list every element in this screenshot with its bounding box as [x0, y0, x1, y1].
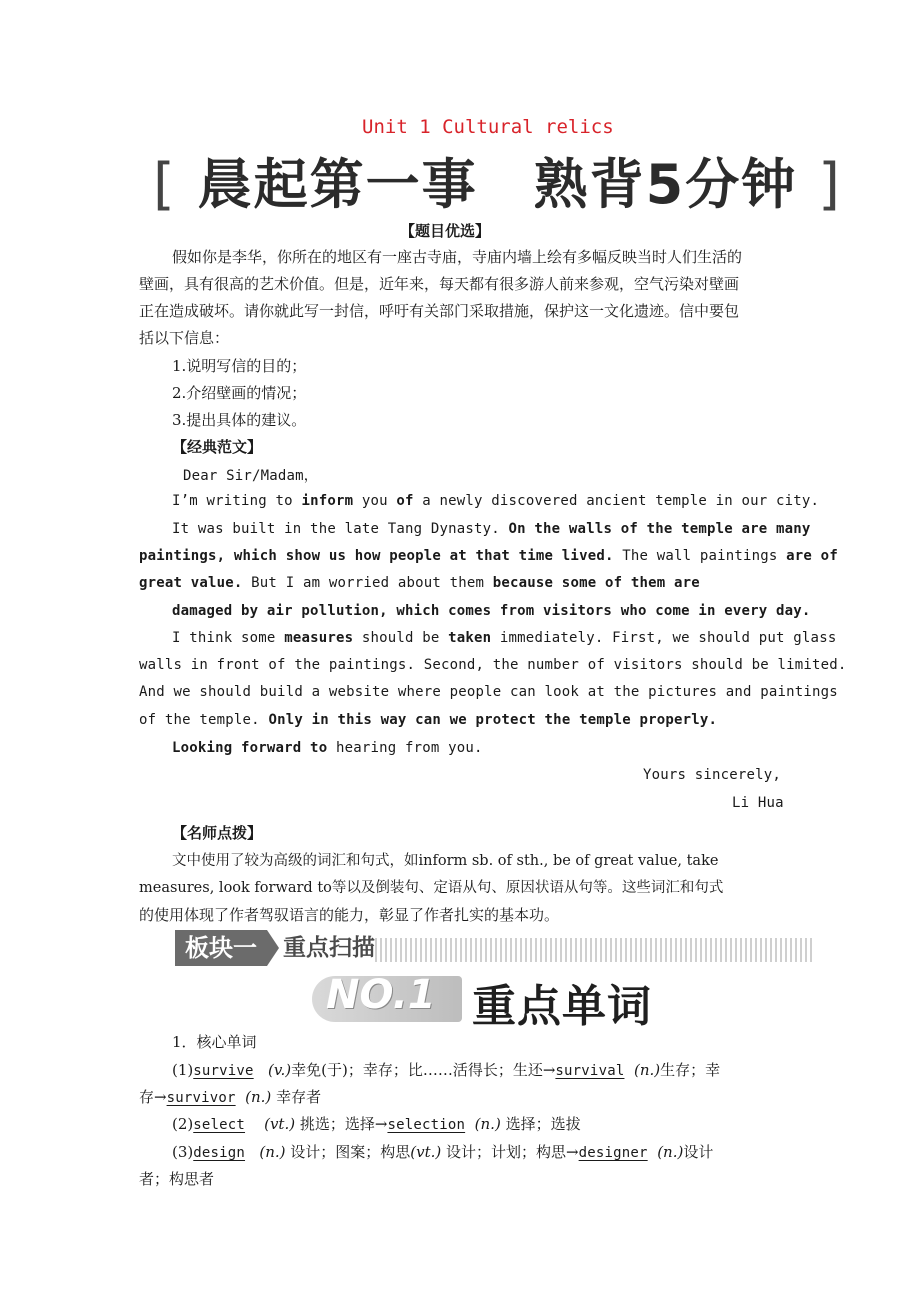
vocab-heading: 1．核心单词 [172, 1033, 257, 1051]
letter-line: I’m writing to inform you of a newly discovered ancient temple in our city. [172, 493, 820, 509]
letter-line: And we should build a website where people can look at the pictures and paintings [139, 684, 838, 700]
topic-heading: 【题目优选】 [400, 222, 491, 240]
no1-label: NO.1 [326, 972, 436, 1018]
letter-closing: Yours sincerely, [643, 767, 782, 783]
topic-item: 3.提出具体的建议。 [172, 411, 307, 429]
section-label-light: 重点扫描 [283, 935, 375, 961]
no1-title: 重点单词 [472, 981, 652, 1032]
topic-line: 括以下信息： [139, 329, 230, 347]
letter-line: great value. But I am worried about them because some of them are [139, 575, 700, 591]
tips-line: 的使用体现了作者驾驭语言的能力，彰显了作者扎实的基本功。 [139, 906, 560, 924]
letter-greeting: Dear Sir/Madam， [183, 468, 319, 484]
letter-line: Looking forward to hearing from you. [172, 740, 483, 756]
letter-line: of the temple. Only in this way can we protect the temple properly. [139, 712, 718, 728]
vocab-item-cont: 存→survivor (n.) 幸存者 [139, 1088, 322, 1106]
topic-item: 2.介绍壁画的情况； [172, 384, 307, 402]
vocab-item: (1)survive (v.)幸免(于)；幸存；比……活得长；生还→survival (n.)生存；幸 [172, 1061, 721, 1079]
vocab-item-cont: 者；构思者 [139, 1170, 215, 1188]
section-arrow-icon [267, 930, 279, 966]
letter-line: damaged by air pollution, which comes from visitors who come in every day. [172, 603, 811, 619]
topic-line: 假如你是李华，你所在的地区有一座古寺庙，寺庙内墙上绘有多幅反映当时人们生活的 [172, 248, 743, 266]
letter-line: walls in front of the paintings. Second, the number of visitors should be limited. [139, 657, 847, 673]
section-label-dark: 板块一 [175, 930, 267, 966]
topic-line: 正在造成破坏。请你就此写一封信，呼吁有关部门采取措施，保护这一文化遗迹。信中要包 [139, 302, 740, 320]
letter-line: I think some measures should be taken immediately. First, we should put glass [172, 630, 837, 646]
letter-line: It was built in the late Tang Dynasty. On the walls of the temple are many [172, 521, 811, 537]
sample-heading: 【经典范文】 [172, 438, 263, 456]
vocab-item: (3)design (n.) 设计；图案；构思(vt.) 设计；计划；构思→designer (n.)设计 [172, 1143, 714, 1161]
letter-signature: Li Hua [732, 795, 784, 811]
morning-recitation-banner: [ 晨起第一事 熟背5分钟 ] [153, 152, 842, 217]
topic-line: 壁画，具有很高的艺术价值。但是，近年来，每天都有很多游人前来参观，空气污染对壁画 [139, 275, 740, 293]
banner-text: 晨起第一事 熟背5分钟 [197, 153, 798, 216]
section-stripes [375, 938, 815, 962]
section-banner [175, 928, 815, 968]
tips-line: measures, look forward to等以及倒装句、定语从句、原因状语从句等。这些词汇和句式 [139, 880, 724, 896]
tips-heading: 【名师点拨】 [172, 824, 263, 842]
tips-line: 文中使用了较为高级的词汇和句式，如inform sb. of sth., be of great value, take [172, 853, 719, 869]
topic-item: 1.说明写信的目的； [172, 357, 307, 375]
no1-banner [312, 970, 652, 1032]
unit-title: Unit 1 Cultural relics [362, 116, 614, 138]
letter-line: paintings, which show us how people at that time lived. The wall paintings are of [139, 548, 838, 564]
vocab-item: (2)select (vt.) 挑选；选择→selection (n.) 选择；选拔 [172, 1115, 581, 1133]
